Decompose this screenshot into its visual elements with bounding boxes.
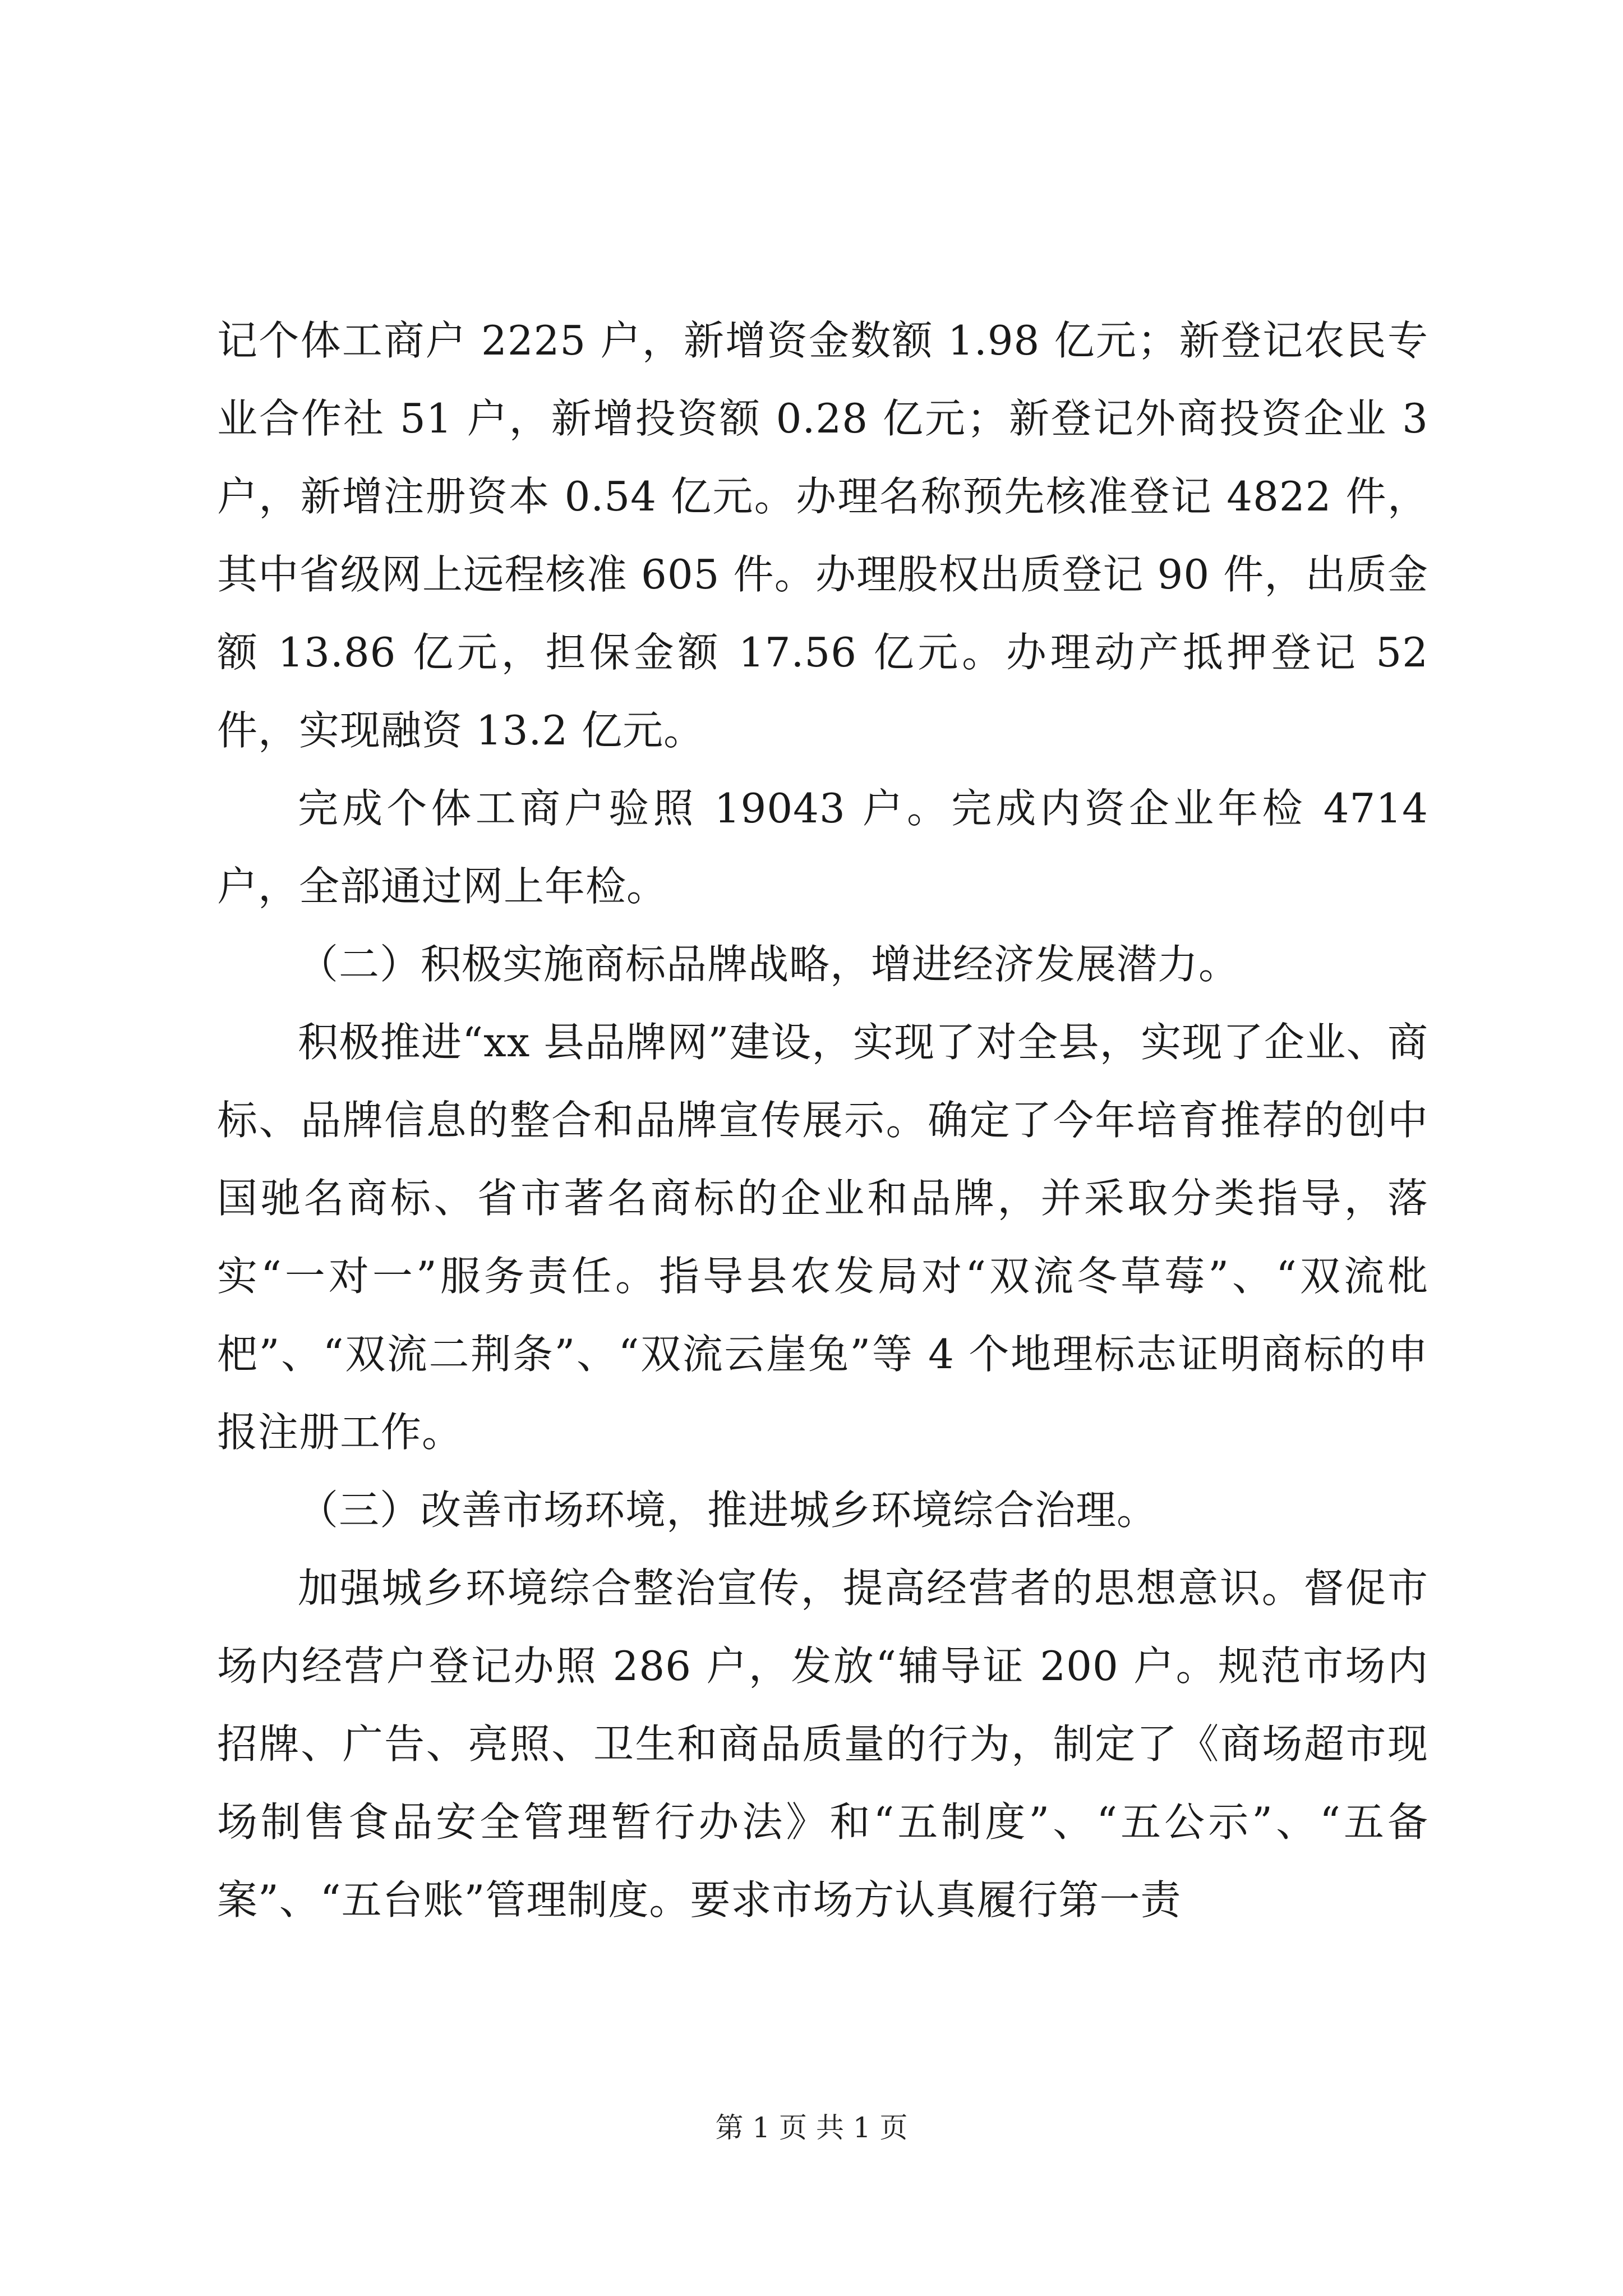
paragraph-registration-stats: 记个体工商户 2225 户，新增资金数额 1.98 亿元；新登记农民专业合作社 51 户，新增投资额 0.28 亿元；新登记外商投资企业 3 户，新增注册资本 0.54 亿元。办理名称预先核准登记 4822 件，其中省级网上远程核准 605 件。办理股权出质登记 90 件，出质金额 13.86 亿元，担保金额 17.56 亿元。办理动产抵押登记 52 件，实现融资 13.2 亿元。 [217,317,1428,754]
section-heading-trademark: （二）积极实施商标品牌战略，增进经济发展潜力。 [298,941,1240,988]
paragraph-market-governance: 加强城乡环境综合整治宣传，提高经营者的思想意识。督促市场内经营户登记办照 286 户，发放“辅导证 200 户。规范市场内招牌、广告、亮照、卫生和商品质量的行为，制定了《商场超市现场制售食品安全管理暂行办法》和“五制度”、“五公示”、“五备案”、“五台账”管理制度。要求市场方认真履行第一责 [217,1565,1428,1924]
paragraph-brand-strategy: 积极推进“xx 县品牌网”建设，实现了对全县，实现了企业、商标、品牌信息的整合和品牌宣传展示。确定了今年培育推荐的创中国驰名商标、省市著名商标的企业和品牌，并采取分类指导，落实“一对一”服务责任。指导县农发局对“双流冬草莓”、“双流枇杷”、“双流二荆条”、“双流云崖兔”等 4 个地理标志证明商标的申报注册工作。 [217,1019,1428,1456]
page-footer: 第 1 页 共 1 页 [715,2111,908,2144]
paragraph-inspection: 完成个体工商户验照 19043 户。完成内资企业年检 4714 户，全部通过网上年检。 [217,785,1428,910]
section-heading-market-environment: （三）改善市场环境，推进城乡环境综合治理。 [298,1487,1158,1534]
document-body [217,302,1428,1939]
